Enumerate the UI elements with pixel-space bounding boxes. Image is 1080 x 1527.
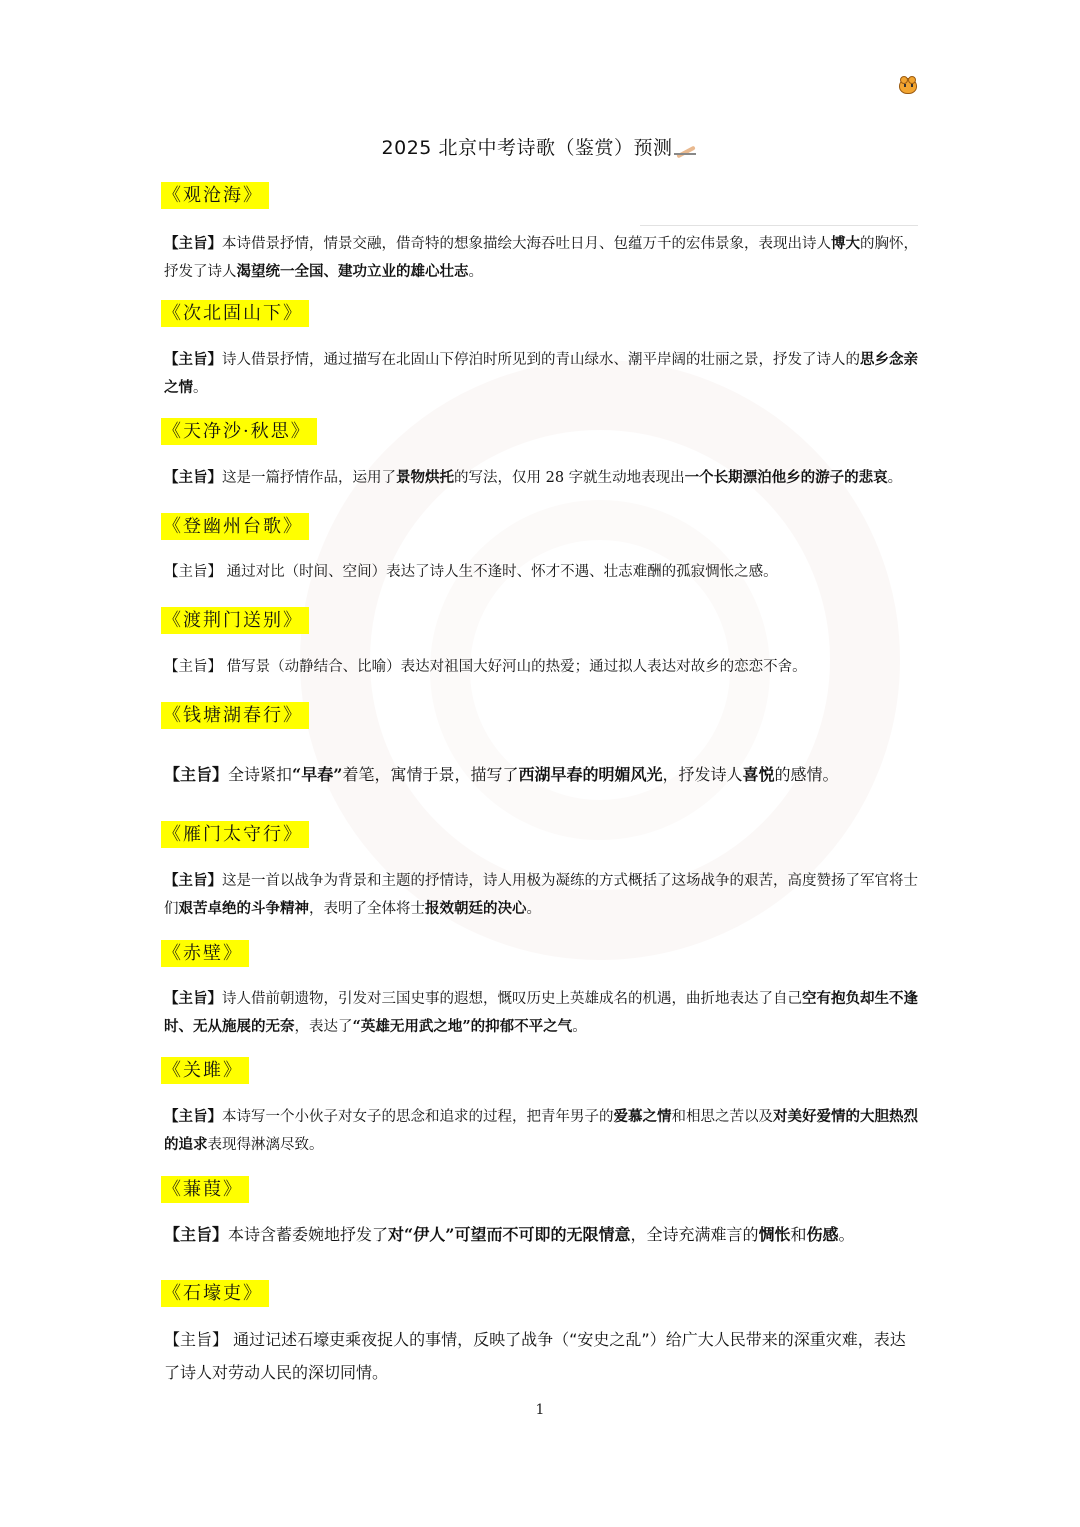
summary-emphasis: 惆怅 bbox=[758, 1225, 791, 1244]
summary-label: 【主旨】 bbox=[164, 990, 222, 1007]
poem-summary bbox=[164, 1221, 918, 1248]
writing-hand-icon bbox=[674, 138, 698, 156]
poem-title: 《登幽州台歌》 bbox=[161, 513, 309, 540]
summary-text: ，抒发诗人 bbox=[662, 765, 743, 784]
poem-title: 《次北固山下》 bbox=[161, 300, 309, 327]
summary-label: 【主旨】 bbox=[164, 765, 229, 784]
summary-emphasis: “早春” bbox=[292, 765, 343, 784]
summary-emphasis: 渴望统一全国、建功立业的雄心壮志 bbox=[236, 263, 469, 280]
poem-summary bbox=[164, 464, 918, 492]
summary-text: 这是一首以战争为背景和主题的抒情诗，诗人用极为凝练的方式概括了这场战争的艰苦，高度赞扬了军官将士们 bbox=[164, 873, 918, 917]
poem-summary bbox=[164, 1323, 918, 1389]
summary-text: 本诗含蓄委婉地抒发了 bbox=[228, 1225, 389, 1244]
poem-title: 《天净沙·秋思》 bbox=[161, 418, 317, 445]
summary-emphasis: 思乡念亲之情 bbox=[164, 351, 918, 396]
summary-emphasis: 喜悦 bbox=[742, 765, 775, 784]
poem-title: 《蒹葭》 bbox=[161, 1176, 249, 1203]
summary-label: 【主旨】 bbox=[164, 564, 222, 580]
summary-label: 【主旨】 bbox=[164, 235, 222, 252]
summary-text: ，表明了全体将士 bbox=[309, 901, 425, 917]
poem-summary bbox=[164, 556, 918, 589]
summary-text: 。 bbox=[838, 1225, 855, 1244]
summary-text: 。 bbox=[887, 470, 903, 486]
summary-text: 。 bbox=[572, 1019, 587, 1035]
summary-label: 【主旨】 bbox=[164, 872, 222, 889]
summary-text: 的写法，仅用 28 字就生动地表现出 bbox=[454, 470, 685, 486]
poem-title: 《赤壁》 bbox=[161, 940, 249, 967]
summary-emphasis: 博大 bbox=[831, 235, 860, 252]
summary-emphasis: 报效朝廷的决心 bbox=[425, 900, 527, 917]
summary-emphasis: 艰苦卓绝的斗争精神 bbox=[178, 900, 309, 917]
summary-text: 和 bbox=[790, 1225, 807, 1244]
summary-text: 诗人借前朝遗物，引发对三国史事的遐想，慨叹历史上英雄成名的机遇，曲折地表达了自己 bbox=[222, 991, 802, 1007]
summary-text: 的胸怀，抒发了诗人 bbox=[164, 236, 918, 280]
divider bbox=[640, 225, 918, 226]
summary-emphasis: 一个长期漂泊他乡的游子的悲哀 bbox=[684, 469, 888, 486]
poem-title: 《关雎》 bbox=[161, 1057, 249, 1084]
summary-label: 【主旨】 bbox=[164, 1108, 222, 1125]
document-title-text: 2025 北京中考诗歌（鉴赏）预测 bbox=[381, 137, 673, 159]
summary-label: 【主旨】 bbox=[164, 1225, 229, 1244]
poem-title: 《观沧海》 bbox=[161, 182, 269, 209]
poem-summary bbox=[164, 346, 918, 402]
summary-emphasis: 景物烘托 bbox=[396, 469, 454, 486]
summary-emphasis: 西湖早春的明媚风光 bbox=[518, 765, 663, 784]
summary-text: 。 bbox=[193, 380, 208, 396]
summary-text: 借写景（动静结合、比喻）表达对祖国大好河山的热爱；通过拟人表达对故乡的恋恋不舍。 bbox=[226, 659, 807, 675]
poem-summary bbox=[164, 867, 918, 923]
summary-text: 和相思之苦以及 bbox=[671, 1109, 773, 1125]
summary-text: 通过对比（时间、空间）表达了诗人生不逢时、怀才不遇、壮志难酬的孤寂惆怅之感。 bbox=[226, 564, 778, 580]
summary-label: 【主旨】 bbox=[164, 659, 222, 675]
summary-text: 本诗借景抒情，情景交融，借奇特的想象描绘大海吞吐日月、包蕴万千的宏伟景象，表现出诗人 bbox=[222, 236, 831, 252]
summary-text: 本诗写一个小伙子对女子的思念和追求的过程，把青年男子的 bbox=[222, 1109, 614, 1125]
poem-summary bbox=[164, 1103, 918, 1159]
poem-summary bbox=[164, 651, 918, 684]
summary-text: 的感情。 bbox=[774, 765, 839, 784]
summary-emphasis: 对美好爱情的大胆热烈的追求 bbox=[164, 1108, 918, 1153]
summary-text: 通过记述石壕吏乘夜捉人的事情，反映了战争（“安史之乱”）给广大人民带来的深重灾难，表达了诗人对劳动人民的深切同情。 bbox=[164, 1330, 906, 1382]
summary-text: 这是一篇抒情作品，运用了 bbox=[222, 470, 396, 486]
summary-text: 表现得淋漓尽致。 bbox=[207, 1137, 324, 1153]
summary-emphasis: 对“伊人”可望而不可即的无限情意 bbox=[388, 1225, 631, 1244]
poem-title: 《钱塘湖春行》 bbox=[161, 702, 309, 729]
poem-title: 《雁门太守行》 bbox=[161, 821, 309, 848]
summary-label: 【主旨】 bbox=[164, 351, 222, 368]
summary-emphasis: 爱慕之情 bbox=[613, 1108, 672, 1125]
poem-title: 《渡荆门送别》 bbox=[161, 607, 309, 634]
poem-summary bbox=[164, 761, 918, 788]
summary-text: 。 bbox=[468, 264, 483, 280]
summary-text: 全诗紧扣 bbox=[228, 765, 293, 784]
poem-title: 《石壕吏》 bbox=[161, 1280, 269, 1307]
summary-text: 着笔，寓情于景，描写了 bbox=[342, 765, 519, 784]
summary-emphasis: “英雄无用武之地”的抑郁不平之气 bbox=[352, 1018, 573, 1035]
poem-summary bbox=[164, 985, 918, 1041]
summary-text: 诗人借景抒情，通过描写在北固山下停泊时所见到的青山绿水、潮平岸阔的壮丽之景，抒发了诗人的 bbox=[222, 352, 860, 368]
summary-label: 【主旨】 bbox=[164, 469, 222, 486]
summary-label: 【主旨】 bbox=[164, 1330, 229, 1349]
summary-text: 。 bbox=[526, 901, 541, 917]
page-number: 1 bbox=[535, 1402, 545, 1418]
summary-text: ，表达了 bbox=[294, 1019, 353, 1035]
summary-text: ，全诗充满难言的 bbox=[630, 1225, 759, 1244]
summary-emphasis: 伤感 bbox=[806, 1225, 839, 1244]
poem-summary bbox=[164, 230, 918, 286]
document-title bbox=[0, 133, 1080, 160]
summary-emphasis: 空有抱负却生不逢时、无从施展的无奈 bbox=[164, 990, 918, 1035]
tiger-icon bbox=[899, 78, 917, 94]
